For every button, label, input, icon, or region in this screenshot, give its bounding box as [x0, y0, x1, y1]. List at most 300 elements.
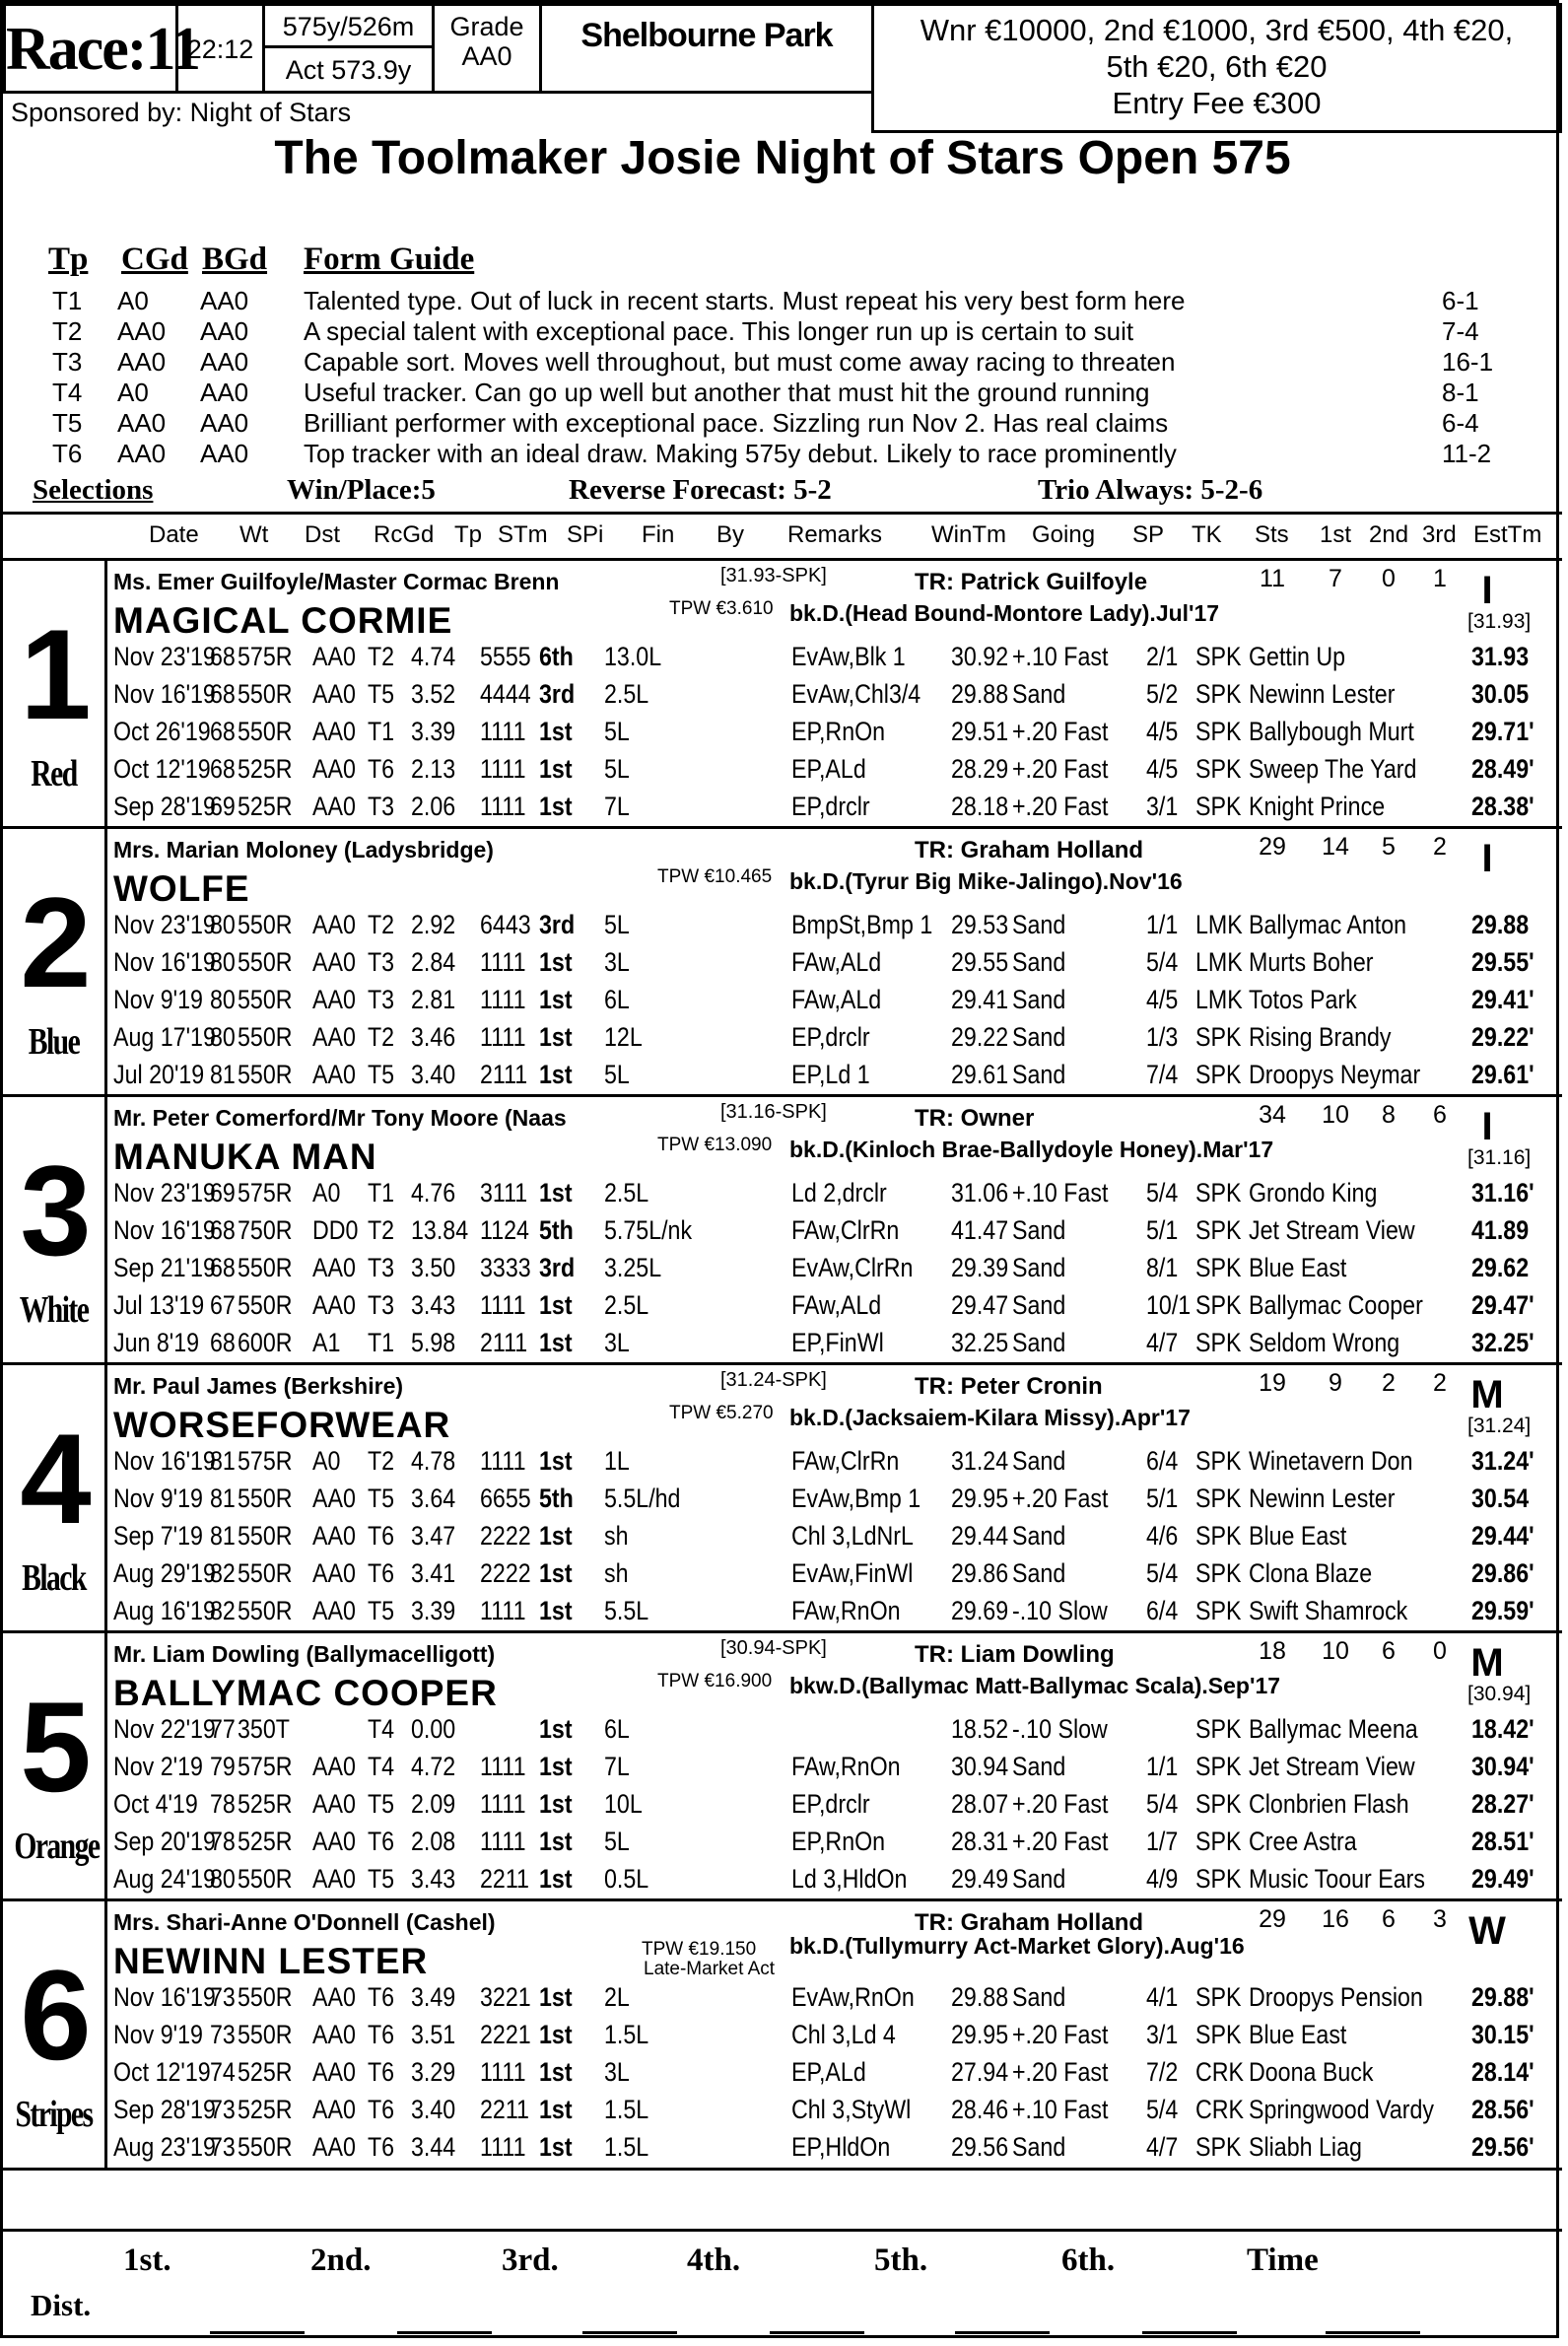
fg-text: Top tracker with an ideal draw. Making 575y debut. Likely to race prominently — [304, 439, 1177, 468]
form-wt: 80 — [210, 1022, 236, 1052]
form-date: Sep 7'19 — [113, 1521, 203, 1551]
form-by: 5L — [604, 1827, 630, 1856]
column-header-remarks: Remarks — [787, 521, 883, 548]
place-label: 5th. — [874, 2242, 928, 2278]
form-rcgd: AA0 — [312, 910, 356, 939]
form-going: Sand — [1012, 1253, 1066, 1282]
form-esttm: 29.86' — [1471, 1558, 1534, 1588]
form-tp: T2 — [368, 910, 395, 939]
form-dst: 550R — [238, 717, 293, 746]
form-rcgd: AA0 — [312, 2057, 356, 2087]
form-date: Aug 24'19 — [113, 1864, 216, 1894]
form-sp: 5/4 — [1146, 1789, 1179, 1819]
fg-trap: T5 — [52, 408, 83, 438]
form-stm: 3.64 — [411, 1484, 456, 1513]
form-line — [113, 2132, 1562, 2170]
column-header-1st: 1st — [1320, 521, 1352, 548]
form-sp: 5/4 — [1146, 1558, 1179, 1588]
form-wintm: 18.52 — [951, 1714, 1009, 1744]
form-stm: 3.44 — [411, 2132, 456, 2162]
form-wintm: 30.92 — [951, 642, 1009, 671]
entry-line — [1142, 2331, 1237, 2334]
form-winner: Droopys Neymar — [1249, 1060, 1421, 1089]
form-spi: 1111 — [480, 2132, 526, 2162]
form-tp: T2 — [368, 1022, 395, 1052]
form-wt: 67 — [210, 1290, 236, 1320]
form-tk: SPK — [1195, 754, 1242, 784]
form-stm: 3.52 — [411, 679, 456, 709]
form-winner: Ballymac Meena — [1249, 1714, 1418, 1744]
form-date: Nov 16'19 — [113, 679, 216, 709]
trap-box — [3, 1901, 107, 2170]
form-sp: 5/4 — [1146, 2095, 1179, 2124]
form-wt: 68 — [210, 754, 236, 784]
form-rcgd: AA0 — [312, 1596, 356, 1625]
form-fin: 1st — [539, 1752, 573, 1781]
thirds: 3 — [1433, 1905, 1447, 1933]
sponsor-text: Sponsored by: Night of Stars — [11, 98, 352, 127]
form-line — [113, 1484, 1562, 1521]
form-spi: 1111 — [480, 1290, 526, 1320]
form-wintm: 28.18 — [951, 792, 1009, 821]
race-number: Race:11 — [3, 3, 178, 94]
form-tp: T1 — [368, 717, 395, 746]
form-wintm: 29.88 — [951, 1982, 1009, 2012]
form-going: +.20 Fast — [1012, 717, 1109, 746]
form-tk: LMK — [1195, 947, 1243, 977]
form-rcgd: A0 — [312, 1178, 341, 1208]
form-going: Sand — [1012, 1060, 1066, 1089]
form-wt: 79 — [210, 1752, 236, 1781]
form-going: Sand — [1012, 1290, 1066, 1320]
fg-text: A special talent with exceptional pace. This longer run up is certain to suit — [304, 316, 1134, 346]
trap-number: 6 — [20, 1943, 88, 2087]
rating-badge: I — [1481, 837, 1493, 880]
fg-trap: T3 — [52, 347, 83, 377]
form-going: Sand — [1012, 1215, 1066, 1245]
form-remarks: EP,HldOn — [791, 2132, 891, 2162]
form-tk: CRK — [1195, 2057, 1245, 2087]
wins: 16 — [1322, 1905, 1349, 1933]
form-tk: SPK — [1195, 1253, 1242, 1282]
form-sp: 4/1 — [1146, 1982, 1179, 2012]
form-tp: T6 — [368, 754, 395, 784]
trap-number: 1 — [20, 602, 88, 746]
trainer-name: TR: Graham Holland — [915, 1909, 1144, 1936]
form-spi: 1111 — [480, 947, 526, 977]
form-fin: 1st — [539, 985, 573, 1014]
form-fin: 1st — [539, 1060, 573, 1089]
form-sp: 4/5 — [1146, 754, 1179, 784]
form-spi: 3111 — [480, 1178, 528, 1208]
form-tk: SPK — [1195, 1864, 1242, 1894]
prize-money: TPW €16.900 — [657, 1671, 773, 1691]
form-tk: SPK — [1195, 2020, 1242, 2049]
prize-line-1: Wnr €10000, 2nd €1000, 3rd €500, 4th €20, — [920, 13, 1514, 47]
form-winner: Sweep The Yard — [1249, 754, 1417, 784]
form-wintm: 31.24 — [951, 1446, 1009, 1476]
form-going: Sand — [1012, 910, 1066, 939]
starts: 29 — [1259, 1905, 1286, 1933]
race-time: 22:12 — [175, 3, 265, 94]
form-by: 5.5L/hd — [604, 1484, 681, 1513]
form-sp: 1/1 — [1146, 910, 1179, 939]
form-dst: 550R — [238, 910, 293, 939]
fg-bgd: AA0 — [200, 439, 249, 468]
fg-cgd: AA0 — [117, 347, 167, 377]
form-tk: SPK — [1195, 717, 1242, 746]
form-dst: 575R — [238, 1446, 293, 1476]
fg-odds: 6-1 — [1442, 286, 1479, 315]
form-winner: Jet Stream View — [1249, 1752, 1415, 1781]
place-label: 6th. — [1061, 2242, 1116, 2278]
form-winner: Ballymac Cooper — [1249, 1290, 1423, 1320]
entry-line — [1326, 2331, 1420, 2334]
form-dst: 525R — [238, 754, 293, 784]
form-spi: 3333 — [480, 1253, 531, 1282]
prize-money: TPW €10.465 — [657, 866, 773, 887]
column-header-spi: SPi — [567, 521, 604, 548]
form-wt: 68 — [210, 679, 236, 709]
form-tp: T6 — [368, 1558, 395, 1588]
best-time: [31.24-SPK] — [720, 1369, 827, 1391]
trainer-name: TR: Patrick Guilfoyle — [915, 569, 1148, 595]
dog-name: MAGICAL CORMIE — [113, 600, 453, 641]
form-tk: SPK — [1195, 1521, 1242, 1551]
owner-name: Mrs. Shari-Anne O'Donnell (Cashel) — [113, 1909, 496, 1935]
form-fin: 1st — [539, 2057, 573, 2087]
column-header-esttm: EstTm — [1473, 521, 1542, 548]
form-rcgd: AA0 — [312, 2020, 356, 2049]
rating-badge: I — [1481, 1105, 1493, 1148]
form-date: Aug 23'19 — [113, 2132, 216, 2162]
runner-block — [3, 1097, 1562, 1365]
reverse-forecast: Reverse Forecast: 5-2 — [569, 474, 832, 506]
form-esttm: 29.47' — [1471, 1290, 1534, 1320]
form-guide-row — [3, 315, 1562, 347]
form-tp: T5 — [368, 1789, 395, 1819]
form-going: Sand — [1012, 679, 1066, 709]
starts: 34 — [1259, 1101, 1286, 1129]
fg-bgd: AA0 — [200, 408, 249, 438]
form-wt: 82 — [210, 1558, 236, 1588]
form-tp: T1 — [368, 1178, 395, 1208]
trap-number: 5 — [20, 1675, 88, 1819]
form-remarks: BmpSt,Bmp 1 — [791, 910, 933, 939]
best-time: [30.94-SPK] — [720, 1637, 827, 1659]
form-date: Nov 9'19 — [113, 985, 203, 1014]
form-remarks: Ld 3,HldOn — [791, 1864, 908, 1894]
form-by: 5.5L — [604, 1596, 649, 1625]
form-spi: 2111 — [480, 1328, 528, 1357]
form-going: Sand — [1012, 1446, 1066, 1476]
form-date: Nov 23'19 — [113, 1178, 216, 1208]
best-time-bracket: [31.93] — [1467, 610, 1532, 633]
form-rcgd: A1 — [312, 1328, 341, 1357]
form-tp: T3 — [368, 947, 395, 977]
form-tk: SPK — [1195, 1290, 1242, 1320]
form-tp: T4 — [368, 1714, 395, 1744]
form-going: +.20 Fast — [1012, 1789, 1109, 1819]
form-winner: Newinn Lester — [1249, 1484, 1396, 1513]
form-rcgd: DD0 — [312, 1215, 359, 1245]
form-wintm: 28.29 — [951, 754, 1009, 784]
form-stm: 0.00 — [411, 1714, 456, 1744]
selections-label: Selections — [33, 474, 154, 506]
form-sp: 1/7 — [1146, 1827, 1179, 1856]
form-guide-row — [3, 438, 1562, 469]
form-winner: Clona Blaze — [1249, 1558, 1373, 1588]
form-dst: 525R — [238, 2057, 293, 2087]
form-esttm: 29.49' — [1471, 1864, 1534, 1894]
form-line — [113, 1982, 1562, 2020]
form-spi: 2211 — [480, 1864, 529, 1894]
form-sp: 5/2 — [1146, 679, 1179, 709]
form-winner: Ballymac Anton — [1249, 910, 1407, 939]
form-date: Jul 13'19 — [113, 1290, 205, 1320]
form-remarks: Chl 3,LdNrL — [791, 1521, 914, 1551]
form-tk: SPK — [1195, 1022, 1242, 1052]
form-rcgd: AA0 — [312, 792, 356, 821]
form-fin: 1st — [539, 1596, 573, 1625]
form-stm: 3.46 — [411, 1022, 456, 1052]
form-going: Sand — [1012, 1558, 1066, 1588]
form-wintm: 28.46 — [951, 2095, 1009, 2124]
form-sp: 4/5 — [1146, 985, 1179, 1014]
form-wintm: 29.56 — [951, 2132, 1009, 2162]
form-by: 1.5L — [604, 2020, 649, 2049]
form-tp: T6 — [368, 2020, 395, 2049]
form-remarks: FAw,ClrRn — [791, 1215, 900, 1245]
form-wintm: 31.06 — [951, 1178, 1009, 1208]
form-tp: T2 — [368, 1215, 395, 1245]
form-wt: 68 — [210, 1215, 236, 1245]
form-winner: Grondo King — [1249, 1178, 1378, 1208]
form-sp: 10/1 — [1146, 1290, 1192, 1320]
form-winner: Blue East — [1249, 1253, 1347, 1282]
form-rcgd: AA0 — [312, 985, 356, 1014]
form-dst: 550R — [238, 2132, 293, 2162]
form-remarks: FAw,RnOn — [791, 1752, 901, 1781]
place-label: 1st. — [123, 2242, 171, 2278]
form-remarks: EP,drclr — [791, 792, 870, 821]
fg-odds: 6-4 — [1442, 408, 1479, 438]
form-rcgd: AA0 — [312, 2132, 356, 2162]
form-stm: 4.72 — [411, 1752, 456, 1781]
form-spi: 1124 — [480, 1215, 529, 1245]
dog-name: MANUKA MAN — [113, 1137, 377, 1177]
form-spi: 1111 — [480, 1827, 526, 1856]
form-by: 7L — [604, 1752, 630, 1781]
form-esttm: 29.88 — [1471, 910, 1530, 939]
form-tp: T1 — [368, 1328, 395, 1357]
form-tk: SPK — [1195, 1328, 1242, 1357]
fg-cgd: AA0 — [117, 316, 167, 346]
fg-head-bgd: BGd — [202, 242, 268, 277]
form-wintm: 29.88 — [951, 679, 1009, 709]
form-tk: SPK — [1195, 642, 1242, 671]
form-winner: Ballybough Murt — [1249, 717, 1414, 746]
form-date: Nov 2'19 — [113, 1752, 203, 1781]
form-by: 3L — [604, 2057, 630, 2087]
form-going: Sand — [1012, 1328, 1066, 1357]
form-rcgd: AA0 — [312, 1558, 356, 1588]
form-fin: 6th — [539, 642, 574, 671]
form-wintm: 29.95 — [951, 1484, 1009, 1513]
form-wintm: 29.49 — [951, 1864, 1009, 1894]
form-fin: 1st — [539, 2020, 573, 2049]
form-by: 1.5L — [604, 2132, 649, 2162]
form-stm: 2.84 — [411, 947, 456, 977]
column-header-3rd: 3rd — [1422, 521, 1457, 548]
form-date: Nov 23'19 — [113, 910, 216, 939]
form-stm: 3.40 — [411, 1060, 456, 1089]
form-line — [113, 1446, 1562, 1484]
form-rcgd: AA0 — [312, 717, 356, 746]
form-esttm: 28.49' — [1471, 754, 1534, 784]
trap-number: 3 — [20, 1138, 88, 1282]
form-line — [113, 679, 1562, 717]
form-esttm: 29.44' — [1471, 1521, 1534, 1551]
form-dst: 550R — [238, 2020, 293, 2049]
trap-colour: Blue — [28, 1021, 80, 1063]
form-esttm: 29.22' — [1471, 1022, 1534, 1052]
prize-box — [871, 3, 1562, 133]
form-going: +.10 Fast — [1012, 2095, 1109, 2124]
form-spi: 6655 — [480, 1484, 531, 1513]
race-distance: 575y/526m — [262, 3, 435, 48]
form-wt: 81 — [210, 1521, 236, 1551]
actual-distance: Act 573.9y — [262, 45, 435, 94]
form-winner: Droopys Pension — [1249, 1982, 1423, 2012]
form-stm: 3.29 — [411, 2057, 456, 2087]
form-wt: 77 — [210, 1714, 236, 1744]
form-spi: 5555 — [480, 642, 531, 671]
trap-box — [3, 1633, 107, 1901]
form-esttm: 29.55' — [1471, 947, 1534, 977]
form-line — [113, 947, 1562, 985]
form-rcgd: AA0 — [312, 1752, 356, 1781]
form-tp: T5 — [368, 1484, 395, 1513]
form-winner: Totos Park — [1249, 985, 1357, 1014]
form-tk: SPK — [1195, 1178, 1242, 1208]
fg-bgd: AA0 — [200, 316, 249, 346]
form-tk: LMK — [1195, 985, 1243, 1014]
trainer-name: TR: Liam Dowling — [915, 1641, 1115, 1668]
form-stm: 3.39 — [411, 1596, 456, 1625]
form-tk: SPK — [1195, 1714, 1242, 1744]
form-wintm: 27.94 — [951, 2057, 1009, 2087]
trap-box — [3, 561, 107, 829]
form-stm: 2.06 — [411, 792, 456, 821]
form-spi: 1111 — [480, 2057, 526, 2087]
fg-odds: 7-4 — [1442, 316, 1479, 346]
form-sp: 7/2 — [1146, 2057, 1179, 2087]
form-tp: T3 — [368, 1253, 395, 1282]
entry-line — [770, 2331, 864, 2334]
form-by: 6L — [604, 985, 630, 1014]
owner-name: Ms. Emer Guilfoyle/Master Cormac Brenn — [113, 569, 560, 594]
form-fin: 1st — [539, 1789, 573, 1819]
form-dst: 550R — [238, 985, 293, 1014]
form-remarks: EP,RnOn — [791, 1827, 886, 1856]
form-line — [113, 1789, 1562, 1827]
form-sp: 6/4 — [1146, 1596, 1179, 1625]
form-line — [113, 1521, 1562, 1558]
form-tk: SPK — [1195, 1982, 1242, 2012]
form-sp: 4/7 — [1146, 2132, 1179, 2162]
breeding: bk.D.(Tullymurry Act-Market Glory).Aug'16 — [789, 1933, 1245, 1959]
form-going: Sand — [1012, 1022, 1066, 1052]
fg-cgd: AA0 — [117, 408, 167, 438]
column-header-stm: STm — [498, 521, 548, 548]
fg-trap: T4 — [52, 378, 83, 407]
runner-block — [3, 561, 1562, 829]
form-line — [113, 1178, 1562, 1215]
form-spi: 6443 — [480, 910, 531, 939]
column-header-by: By — [716, 521, 745, 548]
prize-money: TPW €5.270 — [669, 1403, 774, 1423]
form-spi: 4444 — [480, 679, 531, 709]
form-tp: T3 — [368, 985, 395, 1014]
form-rcgd: AA0 — [312, 642, 356, 671]
form-sp: 4/5 — [1146, 717, 1179, 746]
trap-box — [3, 829, 107, 1097]
trap-number: 2 — [20, 870, 88, 1014]
fg-odds: 8-1 — [1442, 378, 1479, 407]
form-stm: 3.50 — [411, 1253, 456, 1282]
trainer-name: TR: Graham Holland — [915, 837, 1144, 863]
form-stm: 4.74 — [411, 642, 456, 671]
form-wintm: 29.95 — [951, 2020, 1009, 2049]
thirds: 2 — [1433, 1369, 1447, 1397]
form-tk: SPK — [1195, 1484, 1242, 1513]
form-date: Oct 12'19 — [113, 754, 211, 784]
column-header-rcgd: RcGd — [374, 521, 435, 548]
fg-cgd: A0 — [117, 378, 149, 407]
form-esttm: 28.27' — [1471, 1789, 1534, 1819]
divider — [3, 512, 1562, 515]
form-sp: 4/7 — [1146, 1328, 1179, 1357]
form-winner: Swift Shamrock — [1249, 1596, 1408, 1625]
form-wintm: 29.53 — [951, 910, 1009, 939]
form-spi: 1111 — [480, 1596, 526, 1625]
trap-box — [3, 1097, 107, 1365]
entry-line — [955, 2331, 1050, 2334]
form-date: Sep 28'19 — [113, 2095, 216, 2124]
fg-cgd: A0 — [117, 286, 149, 315]
form-tk: SPK — [1195, 1060, 1242, 1089]
form-line — [113, 1290, 1562, 1328]
form-stm: 2.13 — [411, 754, 456, 784]
form-going: Sand — [1012, 1752, 1066, 1781]
rating-badge: M — [1470, 1373, 1504, 1416]
form-wintm: 29.86 — [951, 1558, 1009, 1588]
grade-label: Grade — [449, 12, 524, 41]
entry-line — [210, 2331, 305, 2334]
form-fin: 5th — [539, 1484, 574, 1513]
form-dst: 525R — [238, 1827, 293, 1856]
form-esttm: 29.56' — [1471, 2132, 1534, 2162]
form-tk: SPK — [1195, 1827, 1242, 1856]
form-winner: Sliabh Liag — [1249, 2132, 1362, 2162]
runner-block — [3, 1633, 1562, 1901]
form-esttm: 29.88' — [1471, 1982, 1534, 2012]
form-winner: Gettin Up — [1249, 642, 1346, 671]
form-tp: T4 — [368, 1752, 395, 1781]
form-stm: 5.98 — [411, 1328, 456, 1357]
form-spi: 1111 — [480, 1022, 526, 1052]
